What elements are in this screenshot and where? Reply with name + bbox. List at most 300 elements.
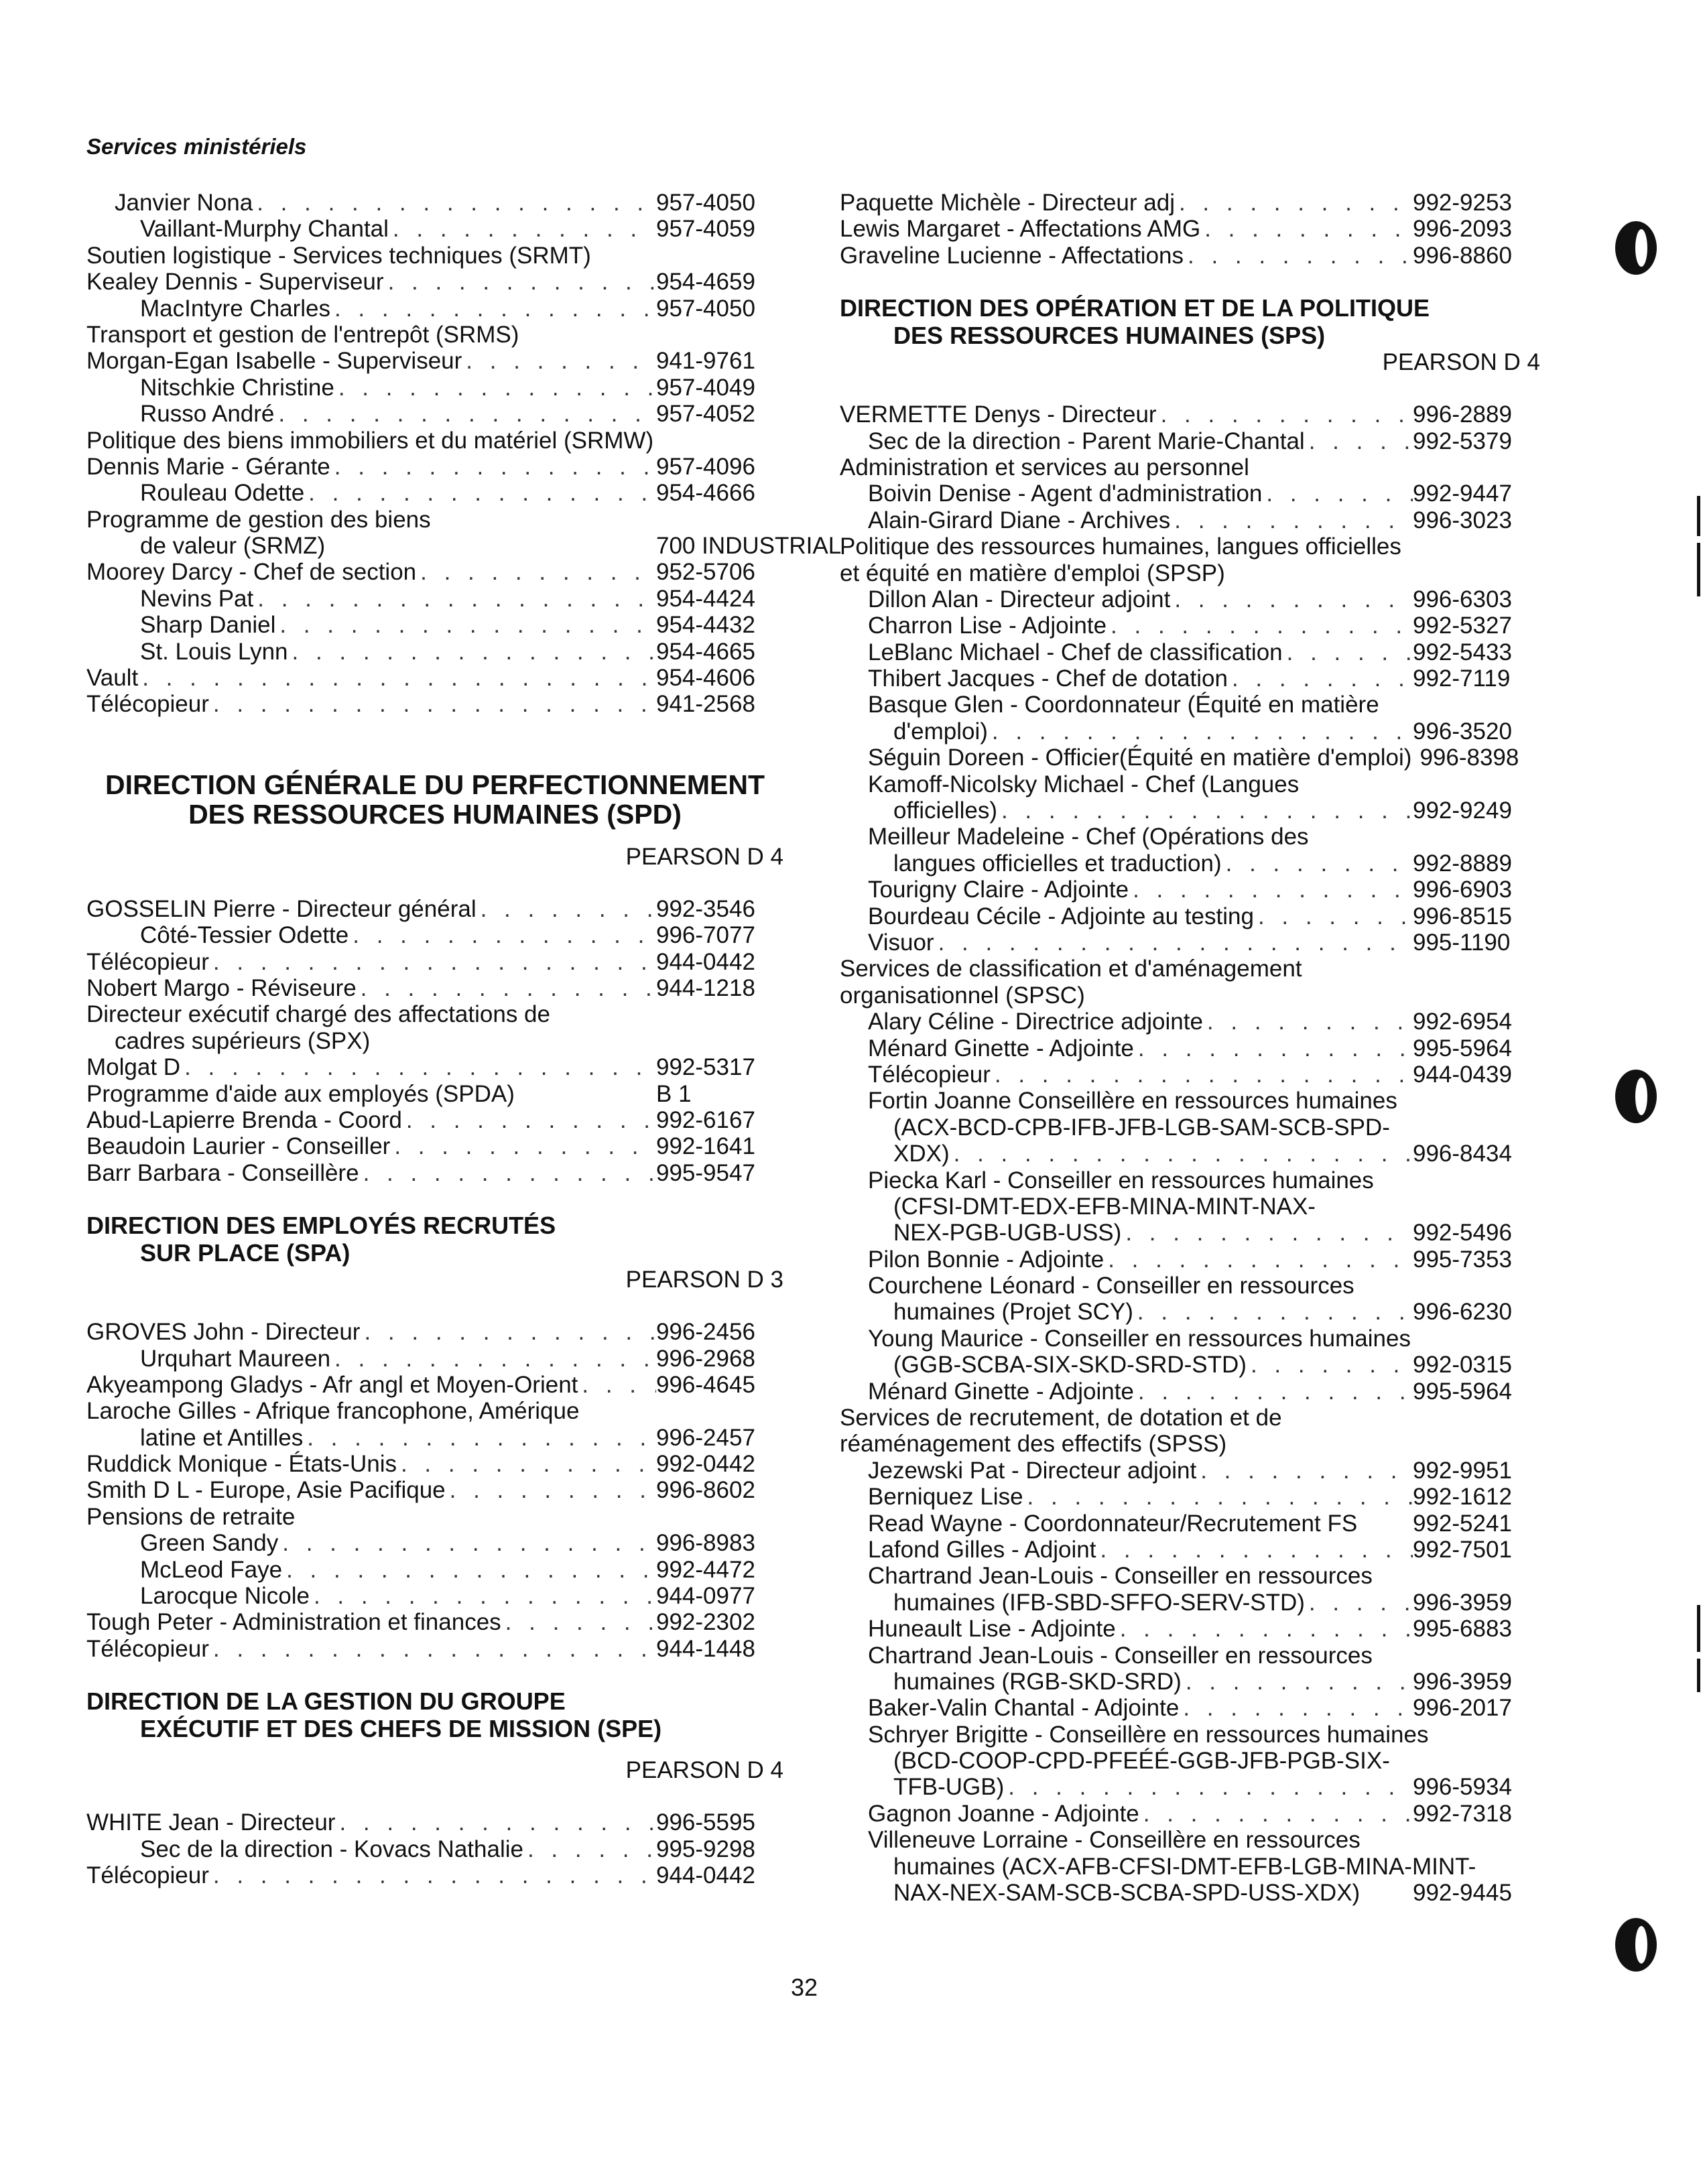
- dot-leader: [357, 975, 656, 1001]
- dot-leader: [253, 190, 656, 216]
- dot-leader: [330, 1346, 656, 1372]
- entry-name: Berniquez Lise: [868, 1484, 1023, 1511]
- directory-entry: [86, 665, 783, 691]
- entry-phone: 996-2456: [656, 1319, 755, 1346]
- dot-leader: [1305, 1590, 1413, 1616]
- dot-leader: [209, 949, 656, 975]
- entry-name: Côté-Tessier Odette: [140, 922, 349, 949]
- dot-leader: [402, 1107, 656, 1133]
- section-label: [840, 956, 1540, 982]
- section-label: [840, 824, 1540, 850]
- entry-name: Lewis Margaret - Affectations AMG: [840, 216, 1201, 243]
- directory-entry: [86, 296, 783, 322]
- directory-entry: [840, 1009, 1540, 1035]
- entry-phone: 992-6954: [1413, 1009, 1512, 1035]
- entry-name: Smith D L - Europe, Asie Pacifique: [86, 1477, 446, 1504]
- directory-entry: [86, 1477, 783, 1503]
- dot-leader: [1305, 428, 1413, 454]
- directorate-heading: [840, 294, 1540, 349]
- directory-entry: [86, 586, 783, 612]
- directory-entry: [86, 691, 783, 717]
- entry-phone: 992-3546: [656, 895, 755, 922]
- directory-entry: [86, 922, 783, 948]
- left-column: [86, 190, 842, 1888]
- directory-entry: [86, 1609, 783, 1635]
- entry-phone: 992-5241: [1413, 1510, 1512, 1537]
- heading-line: DES RESSOURCES HUMAINES (SPS): [893, 322, 1326, 350]
- section-label: [840, 560, 1540, 586]
- dot-leader: [1116, 1616, 1413, 1642]
- dot-leader: [253, 586, 656, 612]
- directory-entry: [86, 269, 783, 295]
- dot-leader: [1357, 1511, 1413, 1537]
- directory-entry: [840, 190, 1540, 216]
- dot-leader: [1121, 1220, 1413, 1246]
- directory-entry: [840, 929, 1540, 956]
- entry-phone: 992-1612: [1413, 1484, 1512, 1511]
- entry-phone: 700 INDUSTRIAL: [656, 533, 842, 560]
- dot-leader: [359, 1160, 656, 1186]
- entry-phone: 996-3959: [1413, 1589, 1512, 1616]
- directory-entry: [840, 1695, 1540, 1721]
- directory-entry: [86, 1636, 783, 1662]
- entry-name: Télécopieur: [868, 1061, 991, 1088]
- section-label: [840, 454, 1540, 480]
- entry-name: Janvier Nona: [115, 190, 253, 216]
- dot-leader: [278, 1530, 656, 1556]
- entry-phone: 996-2093: [1413, 216, 1512, 243]
- directory-entry: [840, 1537, 1540, 1563]
- section-label: [840, 1748, 1540, 1774]
- spacer: [86, 1186, 783, 1212]
- entry-name: Télécopieur: [86, 1635, 209, 1662]
- entry-name: Tough Peter - Administration et finances: [86, 1609, 501, 1636]
- dot-leader: [1228, 665, 1413, 692]
- dot-leader: [1023, 1484, 1413, 1510]
- directory-entry: [86, 975, 783, 1001]
- section-label: [86, 428, 783, 454]
- directory-entry: [86, 559, 783, 585]
- section-label: [840, 1114, 1540, 1141]
- entry-name: Alain-Girard Diane - Archives: [868, 507, 1171, 533]
- directory-entry: [840, 718, 1540, 745]
- entry-name: humaines (IFB-SBD-SFFO-SERV-STD): [893, 1589, 1305, 1616]
- entry-phone: 996-8515: [1413, 903, 1512, 929]
- directory-entry: [840, 1774, 1540, 1800]
- entry-name: McLeod Faye: [140, 1556, 283, 1583]
- section-label: [840, 1405, 1540, 1431]
- entry-name: Vault: [86, 665, 139, 692]
- directory-entry: [840, 639, 1540, 665]
- entry-phone: 996-6230: [1413, 1299, 1512, 1326]
- entry-name: XDX): [893, 1141, 950, 1167]
- dot-leader: [1360, 1880, 1413, 1906]
- entry-phone: 996-2017: [1413, 1695, 1512, 1722]
- entry-name: Russo André: [140, 401, 275, 428]
- entry-phone: 941-9761: [656, 348, 755, 375]
- heading-line: DES RESSOURCES HUMAINES (SPD): [188, 798, 682, 830]
- section-label: [840, 1273, 1540, 1299]
- entry-phone: 992-9447: [1413, 480, 1512, 507]
- spacer: [86, 1742, 783, 1757]
- entry-phone: 996-4645: [656, 1371, 755, 1398]
- heading-line: DIRECTION DES EMPLOYÉS RECRUTÉS: [86, 1212, 556, 1240]
- directory-entry: [840, 1246, 1540, 1273]
- entry-phone: 995-1190: [1413, 929, 1511, 956]
- dot-leader: [1129, 877, 1413, 903]
- entry-phone: 944-0977: [656, 1583, 755, 1610]
- directory-entry: [86, 1081, 783, 1107]
- entry-phone: 957-4096: [656, 453, 755, 480]
- section-label-text: et équité en matière d'emploi (SPSP): [840, 560, 1225, 586]
- directory-entry: [86, 1451, 783, 1477]
- dot-leader: [1411, 745, 1419, 771]
- spacer: [86, 718, 783, 770]
- entry-name: Moorey Darcy - Chef de section: [86, 559, 417, 586]
- directory-entry: [86, 216, 783, 242]
- section-label-text: Services de classification et d'aménagement: [840, 956, 1302, 982]
- dot-leader: [1222, 850, 1413, 877]
- entry-name: TFB-UGB): [893, 1774, 1005, 1801]
- entry-phone: 992-9253: [1413, 190, 1512, 216]
- entry-name: Pilon Bonnie - Adjointe: [868, 1246, 1104, 1273]
- binder-hole-icon: [1615, 1918, 1657, 1972]
- entry-phone: 944-0439: [1413, 1061, 1512, 1088]
- entry-phone: 996-8983: [656, 1530, 755, 1557]
- entry-name: Sec de la direction - Kovacs Nathalie: [140, 1836, 523, 1862]
- section-label: [840, 1326, 1540, 1352]
- entry-phone: 996-3520: [1413, 718, 1512, 745]
- entry-phone: 996-8434: [1413, 1141, 1512, 1167]
- entry-name: Charron Lise - Adjointe: [868, 613, 1107, 639]
- directory-entry: [86, 1133, 783, 1159]
- dot-leader: [1107, 613, 1413, 639]
- entry-phone: 992-6167: [656, 1106, 755, 1133]
- entry-phone: 996-2457: [656, 1424, 755, 1451]
- entry-phone: 996-8860: [1413, 242, 1512, 269]
- directory-entry: [86, 1557, 783, 1583]
- directory-entry: [86, 480, 783, 506]
- entry-name: NAX-NEX-SAM-SCB-SCBA-SPD-USS-XDX): [893, 1880, 1361, 1907]
- entry-phone: 995-6883: [1413, 1616, 1512, 1643]
- directory-entry: [840, 1141, 1540, 1167]
- directory-entry: [840, 1220, 1540, 1246]
- entry-phone: 954-4666: [656, 480, 755, 507]
- heading-line: DIRECTION DE LA GESTION DU GROUPE: [86, 1687, 566, 1716]
- dot-leader: [1203, 1009, 1413, 1035]
- dot-leader: [384, 269, 656, 295]
- entry-name: Nobert Margo - Réviseure: [86, 974, 357, 1001]
- directory-entry: [840, 877, 1540, 903]
- section-label-text: Programme de gestion des biens: [86, 506, 431, 533]
- dot-leader: [288, 639, 656, 665]
- dot-leader: [310, 1583, 656, 1609]
- dot-leader: [1004, 1774, 1413, 1800]
- directory-entry: [86, 1425, 783, 1451]
- spacer: [86, 1293, 783, 1319]
- entry-phone: 954-4659: [656, 269, 755, 296]
- dot-leader: [1096, 1537, 1413, 1563]
- dot-leader: [1182, 1669, 1413, 1695]
- directory-entry: [86, 1054, 783, 1080]
- entry-name: Rouleau Odette: [140, 480, 305, 507]
- entry-phone: 995-7353: [1413, 1246, 1512, 1273]
- entry-name: Gagnon Joanne - Adjointe: [868, 1800, 1139, 1827]
- dot-leader: [416, 559, 656, 585]
- entry-name: Visuor: [868, 929, 934, 956]
- entry-name: Larocque Nicole: [140, 1583, 310, 1610]
- entry-phone: 995-9547: [656, 1159, 755, 1186]
- dot-leader: [1139, 1801, 1413, 1827]
- entry-name: WHITE Jean - Directeur: [86, 1809, 336, 1836]
- section-label: [840, 533, 1540, 560]
- entry-phone: 996-2968: [656, 1345, 755, 1372]
- scan-edge-mark: [1697, 1605, 1700, 1652]
- directory-entry: [86, 190, 783, 216]
- directory-entry: [86, 639, 783, 665]
- entry-name: NEX-PGB-UGB-USS): [893, 1220, 1122, 1246]
- section-label-text: Soutien logistique - Services techniques (SRMT): [86, 242, 591, 269]
- dot-leader: [446, 1477, 656, 1503]
- dot-leader: [335, 1809, 656, 1836]
- section-label-text: Politique des ressources humaines, langues officielles: [840, 533, 1401, 560]
- directory-entry: [840, 216, 1540, 242]
- heading-line: SUR PLACE (SPA): [140, 1239, 351, 1267]
- entry-name: Paquette Michèle - Directeur adj: [840, 190, 1175, 216]
- entry-name: Alary Céline - Directrice adjointe: [868, 1009, 1203, 1035]
- directory-entry: [840, 613, 1540, 639]
- entry-phone: 944-1218: [656, 974, 755, 1001]
- section-label: [840, 982, 1540, 1009]
- dot-leader: [349, 922, 656, 948]
- directory-entry: [86, 375, 783, 401]
- division-heading: [86, 770, 783, 829]
- dot-leader: [274, 401, 656, 427]
- scan-edge-mark: [1697, 543, 1700, 596]
- dot-leader: [303, 1425, 656, 1451]
- entry-phone: 992-0442: [656, 1451, 755, 1478]
- entry-phone: 995-5964: [1413, 1378, 1512, 1405]
- scan-edge-mark: [1697, 496, 1700, 536]
- entry-phone: 996-6303: [1413, 586, 1512, 613]
- entry-name: Programme d'aide aux employés (SPDA): [86, 1080, 515, 1107]
- entry-phone: 952-5706: [656, 559, 755, 586]
- entry-name: Akyeampong Gladys - Afr angl et Moyen-Orient: [86, 1371, 578, 1398]
- location-label: PEARSON D 4: [1382, 349, 1540, 376]
- entry-name: humaines (RGB-SKD-SRD): [893, 1668, 1182, 1695]
- dot-leader: [988, 718, 1413, 745]
- section-label: [840, 1854, 1540, 1880]
- entry-phone: 957-4049: [656, 374, 755, 401]
- section-label-text: Laroche Gilles - Afrique francophone, Amérique: [86, 1398, 580, 1425]
- directory-entry: [840, 243, 1540, 269]
- dot-leader: [330, 454, 656, 480]
- entry-phone: 996-8602: [656, 1477, 755, 1504]
- entry-phone: 992-2302: [656, 1609, 755, 1636]
- spacer: [86, 1784, 783, 1809]
- entry-name: latine et Antilles: [140, 1424, 304, 1451]
- directory-entry: [840, 507, 1540, 533]
- entry-name: Morgan-Egan Isabelle - Superviseur: [86, 348, 462, 375]
- right-column: [840, 190, 1540, 1906]
- section-label-text: Courchene Léonard - Conseiller en ressources: [868, 1273, 1354, 1299]
- section-label: [840, 1431, 1540, 1457]
- entry-phone: 996-8398: [1419, 745, 1519, 771]
- section-label-text: humaines (ACX-AFB-CFSI-DMT-EFB-LGB-MINA-MINT-: [893, 1853, 1476, 1880]
- section-label-text: (CFSI-DMT-EDX-EFB-MINA-MINT-NAX-: [893, 1193, 1316, 1220]
- dot-leader: [1134, 1035, 1413, 1062]
- directory-entry: [86, 896, 783, 922]
- section-label-text: Directeur exécutif chargé des affectations de: [86, 1001, 550, 1028]
- dot-leader: [334, 375, 656, 401]
- dot-leader: [1175, 190, 1413, 216]
- directory-entry: [86, 1372, 783, 1398]
- entry-phone: 992-8889: [1413, 850, 1512, 877]
- binder-hole-icon: [1615, 221, 1657, 275]
- entry-name: Ruddick Monique - États-Unis: [86, 1451, 397, 1478]
- directory-entry: [840, 1880, 1540, 1906]
- section-label-text: cadres supérieurs (SPX): [115, 1027, 371, 1054]
- entry-name: Télécopieur: [86, 1862, 209, 1888]
- directory-entry: [840, 1299, 1540, 1325]
- section-label: [86, 507, 783, 533]
- entry-name: (GGB-SCBA-SIX-SKD-SRD-STD): [893, 1352, 1247, 1378]
- dot-leader: [950, 1141, 1413, 1167]
- entry-name: GROVES John - Directeur: [86, 1319, 361, 1346]
- dot-leader: [389, 216, 656, 242]
- binder-hole-icon: [1615, 1070, 1657, 1123]
- dot-leader: [325, 533, 656, 559]
- section-label-text: Chartrand Jean-Louis - Conseiller en ressources: [868, 1642, 1373, 1669]
- entry-name: Nitschkie Christine: [140, 374, 334, 401]
- dot-leader: [330, 296, 656, 322]
- directory-entry: [840, 1590, 1540, 1616]
- directory-entry: [840, 665, 1540, 692]
- location-label: PEARSON D 3: [625, 1267, 783, 1293]
- entry-phone: 992-0315: [1413, 1352, 1512, 1378]
- directory-entry: [840, 745, 1540, 771]
- entry-phone: 941-2568: [656, 691, 755, 718]
- directory-entry: [840, 1352, 1540, 1378]
- entry-phone: 957-4050: [656, 295, 755, 322]
- directory-entry: [840, 797, 1540, 824]
- directory-entry: [840, 1801, 1540, 1827]
- section-label: [86, 1398, 783, 1424]
- dot-leader: [1134, 1378, 1413, 1405]
- section-label: [840, 1643, 1540, 1669]
- entry-name: Sharp Daniel: [140, 612, 276, 639]
- section-label-text: Schryer Brigitte - Conseillère en ressources humaines: [868, 1721, 1429, 1748]
- entry-phone: 992-7501: [1413, 1536, 1512, 1563]
- dot-leader: [1184, 243, 1413, 269]
- location-label: PEARSON D 4: [625, 843, 783, 870]
- section-label: [840, 1722, 1540, 1748]
- section-label-text: Pensions de retraite: [86, 1503, 296, 1530]
- section-label-text: réaménagement des effectifs (SPSS): [840, 1431, 1227, 1458]
- dot-leader: [209, 1862, 656, 1888]
- dot-leader: [138, 665, 656, 691]
- entry-phone: 992-9249: [1413, 797, 1512, 824]
- entry-name: Bourdeau Cécile - Adjointe au testing: [868, 903, 1254, 929]
- section-label-text: Villeneuve Lorraine - Conseillère en ressources: [868, 1827, 1361, 1854]
- section-label: [840, 771, 1540, 797]
- section-label-text: (ACX-BCD-CPB-IFB-JFB-LGB-SAM-SCB-SPD-: [893, 1114, 1390, 1141]
- entry-name: Graveline Lucienne - Affectations: [840, 242, 1184, 269]
- dot-leader: [1170, 586, 1413, 613]
- section-label: [86, 322, 783, 348]
- entry-name: GOSSELIN Pierre - Directeur général: [86, 895, 477, 922]
- section-label: [840, 1088, 1540, 1114]
- dot-leader: [578, 1372, 656, 1398]
- entry-name: langues officielles et traduction): [893, 850, 1222, 877]
- dot-leader: [209, 691, 656, 717]
- entry-name: Molgat D: [86, 1054, 181, 1081]
- section-label-text: Piecka Karl - Conseiller en ressources humaines: [868, 1167, 1374, 1194]
- spacer: [86, 829, 783, 844]
- dot-leader: [1283, 639, 1413, 665]
- directory-entry: [86, 401, 783, 427]
- spacer: [86, 1662, 783, 1687]
- entry-phone: 944-1448: [656, 1635, 755, 1662]
- dot-leader: [275, 612, 656, 638]
- section-label-text: Meilleur Madeleine - Chef (Opérations des: [868, 824, 1309, 850]
- dot-leader: [1170, 507, 1413, 533]
- dot-leader: [1179, 1695, 1413, 1721]
- dot-leader: [997, 797, 1413, 824]
- dot-leader: [1262, 480, 1413, 507]
- entry-phone: B 1: [656, 1080, 692, 1107]
- entry-phone: 954-4424: [656, 585, 755, 612]
- directory-entry: [86, 1809, 783, 1836]
- section-label-text: Politique des biens immobiliers et du matériel (SRMW): [86, 427, 654, 454]
- dot-leader: [991, 1062, 1413, 1088]
- entry-phone: 996-5934: [1413, 1774, 1512, 1801]
- entry-phone: 996-7077: [656, 922, 755, 949]
- entry-name: Abud-Lapierre Brenda - Coord: [86, 1106, 402, 1133]
- directorate-heading: [86, 1687, 783, 1742]
- section-label: [840, 1563, 1540, 1589]
- directory-entry: [86, 1530, 783, 1556]
- entry-name: Télécopieur: [86, 691, 209, 718]
- running-head: Services ministériels: [86, 134, 307, 159]
- dot-leader: [1133, 1299, 1413, 1325]
- entry-name: Huneault Lise - Adjointe: [868, 1616, 1116, 1643]
- entry-name: LeBlanc Michael - Chef de classification: [868, 639, 1283, 665]
- entry-name: Dennis Marie - Gérante: [86, 453, 330, 480]
- entry-phone: 996-3023: [1413, 507, 1512, 533]
- directory-entry: [86, 348, 783, 374]
- entry-name: Télécopieur: [86, 948, 209, 975]
- directory-entry: [86, 1862, 783, 1888]
- directory-entry: [840, 1458, 1540, 1484]
- directory-entry: [840, 586, 1540, 613]
- section-label: [840, 1827, 1540, 1853]
- entry-name: Urquhart Maureen: [140, 1345, 331, 1372]
- entry-phone: 992-5379: [1413, 428, 1512, 454]
- dot-leader: [180, 1054, 656, 1080]
- entry-name: humaines (Projet SCY): [893, 1299, 1133, 1326]
- entry-name: Vaillant-Murphy Chantal: [140, 216, 389, 243]
- entry-name: Jezewski Pat - Directeur adjoint: [868, 1457, 1197, 1484]
- section-label-text: organisationnel (SPSC): [840, 982, 1085, 1009]
- dot-leader: [1104, 1246, 1413, 1273]
- directory-entry: [86, 533, 842, 560]
- entry-name: Green Sandy: [140, 1530, 279, 1557]
- entry-name: Séguin Doreen - Officier(Équité en matière d'emploi): [868, 745, 1412, 771]
- dot-leader: [1247, 1352, 1413, 1378]
- entry-phone: 957-4050: [656, 190, 755, 216]
- section-label: [86, 1028, 783, 1054]
